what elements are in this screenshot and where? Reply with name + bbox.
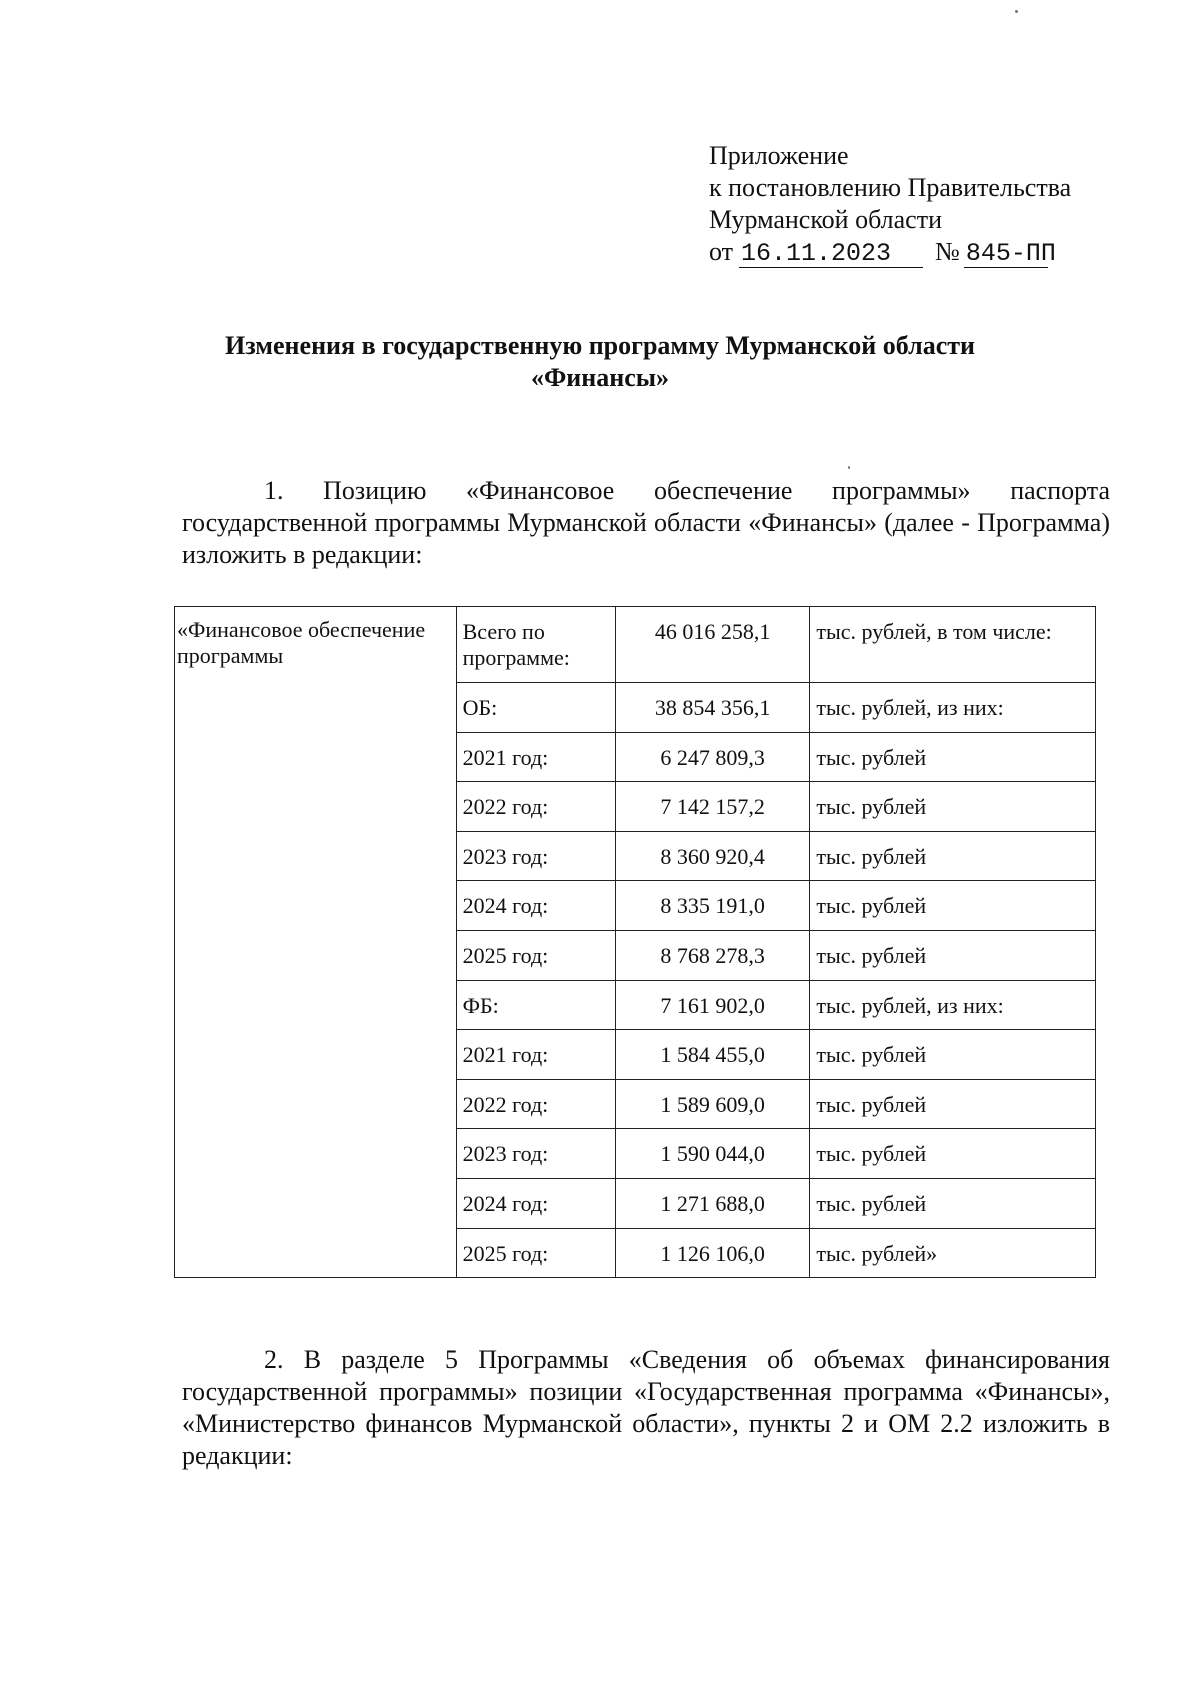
row-unit-cell: тыс. рублей [810, 1079, 1096, 1129]
document-title [150, 330, 1050, 394]
row-unit-cell: тыс. рублей, из них: [810, 980, 1096, 1030]
row-unit-cell: тыс. рублей [810, 930, 1096, 980]
financing-table [174, 606, 1096, 1278]
row-unit-cell: тыс. рублей [810, 782, 1096, 832]
row-value-cell: 8 335 191,0 [615, 881, 809, 931]
row-value-cell: 7 142 157,2 [615, 782, 809, 832]
appendix-header [709, 140, 1071, 268]
row-unit-cell: тыс. рублей [810, 1129, 1096, 1179]
row-value-cell: 8 360 920,4 [615, 831, 809, 881]
row-label-cell: 2021 год: [456, 1030, 615, 1080]
row-label-cell: 2023 год: [456, 831, 615, 881]
paragraph-1: 1. Позицию «Финансовое обеспечение программы» паспорта государственной программы Мурманской области «Финансы» (далее - Программа) изложить в редакции: [182, 476, 1110, 569]
row-value-cell: 1 584 455,0 [615, 1030, 809, 1080]
date-prefix: от [709, 237, 734, 266]
position-label-cell: «Финансовое обеспечение программы [175, 607, 457, 1278]
row-unit-cell: тыс. рублей [810, 1178, 1096, 1228]
row-unit-cell: тыс. рублей [810, 732, 1096, 782]
row-value-cell: 38 854 356,1 [615, 683, 809, 733]
row-unit-cell: тыс. рублей [810, 881, 1096, 931]
appendix-line-3: Мурманской области [709, 205, 942, 234]
row-unit-cell: тыс. рублей, в том числе: [810, 607, 1096, 683]
appendix-date-row [709, 236, 1071, 268]
row-label-cell: 2022 год: [456, 1079, 615, 1129]
row-value-cell: 1 589 609,0 [615, 1079, 809, 1129]
resolution-number: 845-ПП [965, 239, 1056, 268]
row-value-cell: 7 161 902,0 [615, 980, 809, 1030]
row-value-cell: 1 590 044,0 [615, 1129, 809, 1179]
row-value-cell: 1 126 106,0 [615, 1228, 809, 1278]
row-label-cell: 2025 год: [456, 930, 615, 980]
appendix-line-1: Приложение [709, 141, 849, 170]
row-label-cell: 2022 год: [456, 782, 615, 832]
row-unit-cell: тыс. рублей [810, 1030, 1096, 1080]
number-sign: № [935, 237, 960, 266]
row-value-cell: 1 271 688,0 [615, 1178, 809, 1228]
row-label-cell: 2023 год: [456, 1129, 615, 1179]
row-label-cell: 2025 год: [456, 1228, 615, 1278]
row-label-cell: ОБ: [456, 683, 615, 733]
appendix-line-2: к постановлению Правительства [709, 173, 1072, 202]
row-unit-cell: тыс. рублей [810, 831, 1096, 881]
row-label-cell: Всего по программе: [456, 607, 615, 683]
row-unit-cell: тыс. рублей» [810, 1228, 1096, 1278]
row-unit-cell: тыс. рублей, из них: [810, 683, 1096, 733]
row-value-cell: 8 768 278,3 [615, 930, 809, 980]
row-value-cell: 46 016 258,1 [615, 607, 809, 683]
scan-speck [1015, 10, 1018, 13]
row-value-cell: 6 247 809,3 [615, 732, 809, 782]
table-row [175, 607, 1096, 683]
row-label-cell: 2021 год: [456, 732, 615, 782]
row-label-cell: 2024 год: [456, 1178, 615, 1228]
scan-speck [848, 466, 850, 469]
row-label-cell: 2024 год: [456, 881, 615, 931]
row-label-cell: ФБ: [456, 980, 615, 1030]
resolution-date: 16.11.2023 [739, 241, 923, 268]
title-line-1: Изменения в государственную программу Мурманской области [225, 331, 975, 360]
paragraph-2: 2. В разделе 5 Программы «Сведения об объемах финансирования государственной программы» позиции «Государственная программа «Финансы», «Министерство финансов Мурманской области», пункты 2 и ОМ 2.2 изложить в редакции: [182, 1345, 1110, 1470]
title-line-2: «Финансы» [530, 363, 670, 392]
